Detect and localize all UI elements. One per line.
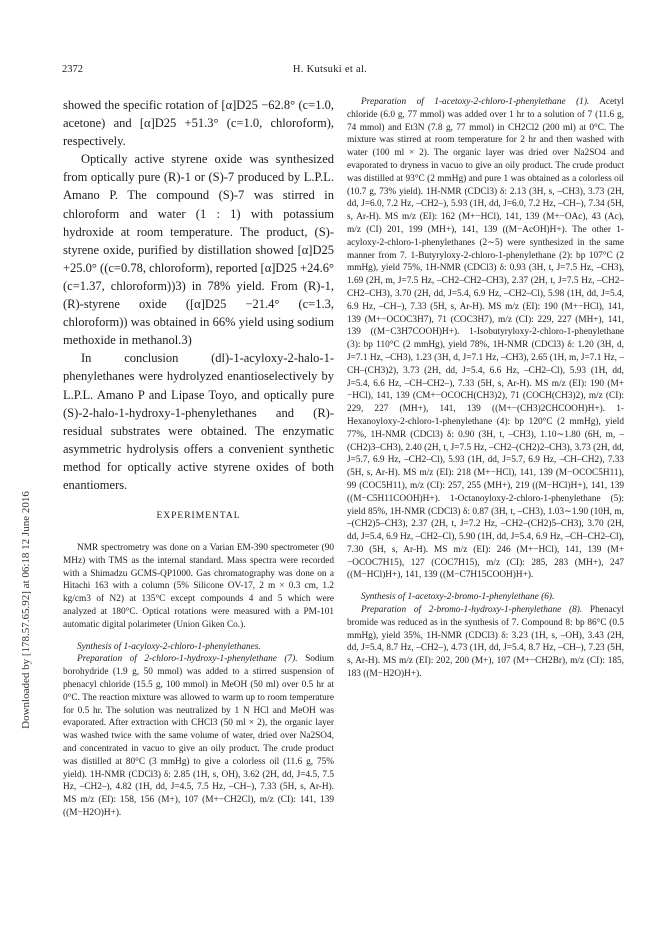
left-column	[63, 96, 334, 494]
right-column	[347, 96, 624, 681]
paragraph-preparation-1	[347, 96, 624, 582]
paragraph-conclusion: In conclusion (dl)-1-acyloxy-2-halo-1-phenylethanes were hydrolyzed enantioselectively by L.P.L. Amano P and Lipase Toyo, and optically pure (S)-2-halo-1-hydroxy-1-phenylethanes and (R)-residual substrates were obtained. The enzymatic asymmetric hydrolysis offers a convenient synthetic method for optically active styrene oxides of both enantiomers.	[63, 351, 334, 492]
page-number: 2372	[62, 64, 83, 75]
section-heading-experimental: EXPERIMENTAL	[156, 511, 241, 521]
preparation-1-title: Preparation of 1-acetoxy-2-chloro-1-phenylethane (1).	[361, 97, 590, 107]
subheading-synthesis-bromo: Synthesis of 1-acetoxy-2-bromo-1-phenylethane (6).	[361, 592, 555, 603]
subheading-synthesis-chloro: Synthesis of 1-acyloxy-2-chloro-1-phenylethanes.	[77, 641, 261, 652]
preparation-1-body: Acetyl chloride (6.0 g, 77 mmol) was added over 1 hr to a solution of 7 (11.6 g, 74 mmol) and Et3N (7.8 g, 77 mmol) in CH2Cl2 (200 ml) at 0°C. The mixture was stirred at room temperature for 2 hr and then washed with water (100 ml × 2). The organic layer was dried over Na2SO4 and evaporated to dryness in vacuo to give an oily product. The crude product was distilled at 93°C (2 mmHg) and pure 1 was obtained as a colorless oil (10.7 g, 73% yield). 1H-NMR (CDCl3) δ: 2.13 (3H, s, –CH3), 3.73 (2H, dd, J=6.0, 7.2 Hz, –CH2–), 5.93 (1H, dd, J=6.0, 7.2 Hz, –CH–), 7.34 (5H, s, Ar-H). MS m/z (EI): 162 (M+−HCl), 141, 139 (M+−OAc), 43 (Ac), m/z (CI) 201, 199 (MH+), 141, 139 ((M−AcOH)H+). The other 1-acyloxy-2-chloro-1-phenylethanes (2∼5) were synthesized in the same manner from 7. 1-Butyryloxy-2-chloro-1-phenylethane (2): bp 107°C (2 mmHg), yield 75%, 1H-NMR (CDCl3) δ: 0.93 (3H, t, J=7.5 Hz, –CH3), 1.69 (2H, m, J=7.5 Hz, –CH2–CH2–CH3), 2.37 (2H, t, J=7.5 Hz, –CH2–CH2–CH3), 3.70 (2H, dd, J=5.4, 6.9 Hz, –CH2–Cl), 5.98 (1H, dd, J=5.4, 6.9 Hz, –CH–), 7.33 (5H, s, Ar-H). MS m/z (EI): 190 (M+−HCl), 141, 139 (M+−OCOC3H7), 71 (COC3H7), m/z (CI): 229, 227 (MH+), 141, 139 ((M−C3H7COOH)H+). 1-Isobutyryloxy-2-chloro-1-phenylethane (3): bp 110°C (2 mmHg), yield 78%, 1H-NMR (CDCl3) δ: 1.20 (3H, d, J=7.1 Hz, –CH3), 1.23 (3H, d, J=7.1 Hz, –CH3), 2.65 (1H, m, J=7.1 Hz, –CH–(CH3)2), 3.73 (2H, dd, J=5.4, 6.6 Hz, –CH2–Cl), 5.93 (1H, dd, J=5.4, 6.6 Hz, –CH–CH2–), 7.33 (5H, s, Ar-H). MS m/z (EI): 190 (M+−HCl), 141, 139 (CM+−OCOCH(CH3)2), 71 (COCH(CH3)2), m/z (CI): 229, 227 (MH+), 141, 139 ((M+−(CH3)2CHCOOH)H+). 1-Hexanoyloxy-2-chloro-1-phenylethane (4): bp 120°C (2 mmHg), yield 77%, 1H-NMR (CDCl3) δ: 0.90 (3H, t, –CH3), 1.10∼1.80 (6H, m, –(CH2)3–CH3), 2.40 (2H, t, J=7.5 Hz, –CH2–(CH2)2–CH3), 3.73 (2H, dd, J=5.7, 6.9 Hz, –CH2–Cl), 5.93 (1H, dd, J=5.7, 6.9 Hz, –CH–CH2), 7.33 (5H, s, Ar-H). MS m/z (EI): 218 (M+−HCl), 141, 139 (M−OCOC5H11), 99 (COC5H11), m/z (CI): 257, 255 (MH+), 219 ((M−HCl)H+), 141, 139 ((M−C5H11COOH)H+). 1-Octanoyloxy-2-chloro-1-phenylethane (5): yield 85%, 1H-NMR (CDCl3) δ: 0.87 (3H, t, –CH3), 1.03∼1.90 (10H, m, –(CH2)5–CH3), 2.37 (2H, t, J=7.2 Hz, –CH2–(CH2)5–CH3), 3.70 (2H, dd, J=5.4, 6.9 Hz, –CH2–Cl), 5.90 (1H, dd, J=5.4, 6.9 Hz, –CH–CH2–Cl), 7.30 (5H, s, Ar-H). MS m/z (EI): 246 (M+−HCl), 141, 139 (M+−OCOC7H15), 127 (COC7H15), m/z (CI): 285, 283 (MH+), 247 ((M−HCl)H+), 141, 139 ((M−C7H15COOH)H+).	[347, 97, 624, 581]
preparation-8-title: Preparation of 2-bromo-1-hydroxy-1-phenylethane (8).	[361, 605, 583, 616]
paragraph-styrene-oxide: Optically active styrene oxide was synthesized from optically pure (R)-1 or (S)-7 produced by L.P.L. Amano P. The compound (S)-7 was stirred in chloroform and water (1 : 1) with potassium hydroxide at room temperature. The product, (S)-styrene oxide, purified by distillation showed [α]D25 +25.0° ((c=0.78, chloroform), reported [α]D25 +24.6° (c=1.37, chloroform))3) in 78% yield. From (R)-1, (R)-styrene oxide ([α]D25 −21.4° (c=1.3, chloroform)) was obtained in 66% yield using sodium methoxide in methanol.3)	[63, 152, 334, 348]
download-watermark: Downloaded by [178.57.65.92] at 06:18 12 June 2016	[20, 491, 32, 729]
experimental-body	[63, 542, 334, 820]
preparation-7-body: Sodium borohydride (1.9 g, 50 mmol) was added to a stirred suspension of phenacyl chloride (15.5 g, 100 mmol) in MeOH (50 ml) over 0.5 hr at 0°C. The reaction mixture was allowed to warm up to room temperature for 0.5 hr. The solution was neutralized by 1 N HCl and MeOH was evaporated. After extraction with CHCl3 (50 ml × 2), the organic layer was washed twice with the same volume of water, dried over Na2SO4, and concentrated in vacuo to give an oily product. The crude product was distilled at 80°C (3 mmHg) to give a colorless oil (11.6 g, 75% yield). 1H-NMR (CDCl3) δ: 2.85 (1H, s, OH), 3.62 (2H, dd, J=4.5, 7.5 Hz, –CH2–), 4.82 (1H, dd, J=4.5, 7.5 Hz, –CH–), 7.33 (5H, s, Ar-H). MS m/z (EI): 158, 156 (M+), 107 (M+−CH2Cl), m/z (CI): 141, 139 ((M−H2O)H+).	[63, 654, 334, 818]
paragraph-preparation-8	[347, 604, 624, 681]
running-head: H. Kutsuki et al.	[292, 64, 368, 75]
paragraph-instruments: NMR spectrometry was done on a Varian EM-390 spectrometer (90 MHz) with TMS as the internal standard. Mass spectra were recorded with a Shimadzu GCMS-QP1000. Gas chromatography was done on a Hitachi 163 with a column (5% Silicone OV-17, 2 m × 0.3 cm, 1.2 kg/cm3 of N2) at 135°C except compounds 4 and 5 which were analyzed at 180°C. Optical rotations were measured with a PM-101 automatic digital polarimeter (Union Giken Co.).	[63, 543, 334, 630]
paragraph-rotation: showed the specific rotation of [α]D25 −62.8° (c=1.0, acetone) and [α]D25 +51.3° (c=1.0, chloroform), respectively.	[63, 98, 334, 149]
paragraph-preparation-7	[63, 653, 334, 819]
preparation-8-body: Phenacyl bromide was reduced as in the synthesis of 7. Compound 8: bp 86°C (0.5 mmHg), yield 35%, 1H-NMR (CDCl3) δ: 3.23 (1H, s, –OH), 3.43 (2H, dd, J=5.4, 8.7 Hz, –CH2–), 4.73 (1H, dd, J=5.4, 8.7 Hz, –CH–), 7.23 (5H, s, Ar-H). MS m/z (EI): 202, 200 (M+), 107 (M+−CH2Br), m/z (CI): 185, 183 ((M−H2O)H+).	[347, 605, 624, 680]
preparation-7-title: Preparation of 2-chloro-1-hydroxy-1-phenylethane (7).	[77, 654, 298, 665]
